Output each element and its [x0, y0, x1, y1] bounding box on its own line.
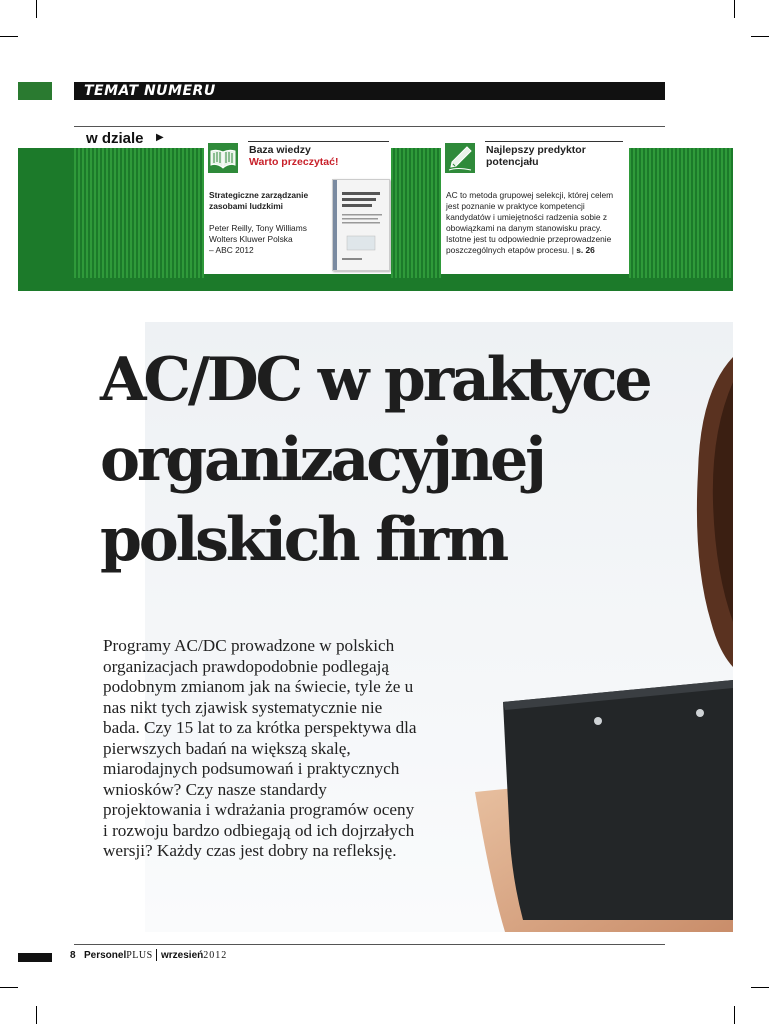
issue-month: wrzesień: [161, 950, 204, 961]
book-year: – ABC 2012: [209, 245, 254, 255]
crop-mark: [36, 0, 37, 18]
headline-line: organizacyjnej: [100, 425, 544, 495]
article-headline: [100, 340, 700, 580]
book-publisher: Wolters Kluwer Polska: [209, 234, 293, 244]
crop-mark: [0, 987, 18, 988]
brand-personel: Personel: [84, 950, 127, 961]
card-body-text: AC to metoda grupowej selekcji, której celem jest poznanie w praktyce kompetencji kandydatów i umiejętności radzenia sobie z obowiązkami na danym stanowisku pracy. Istotne jest tu odpowiednie przeprowadzenie poszczególnych etapów procesu. |: [446, 190, 614, 255]
crop-mark: [751, 987, 769, 988]
card-title: Najlepszy predyktor potencjału: [486, 144, 586, 168]
band-stripes: [74, 148, 204, 278]
card-best-predictor: [441, 141, 629, 274]
magazine-brand: [84, 950, 153, 961]
crop-mark: [751, 36, 769, 37]
header-rule: [74, 126, 665, 127]
page-number: 8: [70, 950, 76, 961]
crop-mark: [734, 1006, 735, 1024]
crop-mark: [0, 36, 18, 37]
open-book-icon: [208, 143, 238, 173]
footer-rule: [74, 944, 665, 945]
card-subtitle: Warto przeczytać!: [249, 156, 339, 168]
footer-separator: [156, 949, 157, 961]
card-knowledge-base: [204, 141, 391, 274]
crop-mark: [734, 0, 735, 18]
brand-plus: PLUS: [126, 950, 153, 961]
footer-black-block: [18, 953, 52, 962]
band-stripes: [391, 148, 441, 278]
header-green-block: [18, 82, 52, 100]
section-label: TEMAT NUMERU: [84, 83, 216, 99]
headline-line: AC/DC w praktyce: [100, 345, 650, 415]
in-section-label: w dziale: [86, 130, 144, 147]
card-body: [446, 190, 628, 256]
band-stripes: [629, 148, 733, 278]
headline-line: polskich firm: [100, 505, 507, 575]
article-lead: Programy AC/DC prowadzone w polskich organizacjach prawdopodobnie podlegają podobnym zmianom jak na świecie, tyle że u nas nikt tych zjawisk systematycznie nie bada. Czy 15 lat to za krótka perspektywa dla pierwszych badań na większą skalę, miarodajnych podsumowań i praktycznych wniosków? Czy nasze standardy projektowania i wdrażania programów oceny i rozwoju bardzo odbiegają od ich dojrzałych wersji? Każdy czas jest dobry na refleksję.: [103, 636, 417, 860]
page-reference: s. 26: [576, 245, 595, 255]
card-rule: [248, 141, 389, 142]
issue-date: [161, 950, 227, 961]
book-title: Strategiczne zarządzanie zasobami ludzkimi: [209, 190, 309, 211]
book-authors: Peter Reilly, Tony Williams: [209, 223, 307, 233]
card-title: Baza wiedzy: [249, 144, 311, 156]
arrow-right-icon: ▶: [156, 132, 164, 143]
book-cover-image: [332, 179, 390, 271]
pen-icon: [445, 143, 475, 173]
issue-year: 2012: [203, 950, 228, 961]
card-rule: [485, 141, 623, 142]
crop-mark: [36, 1006, 37, 1024]
